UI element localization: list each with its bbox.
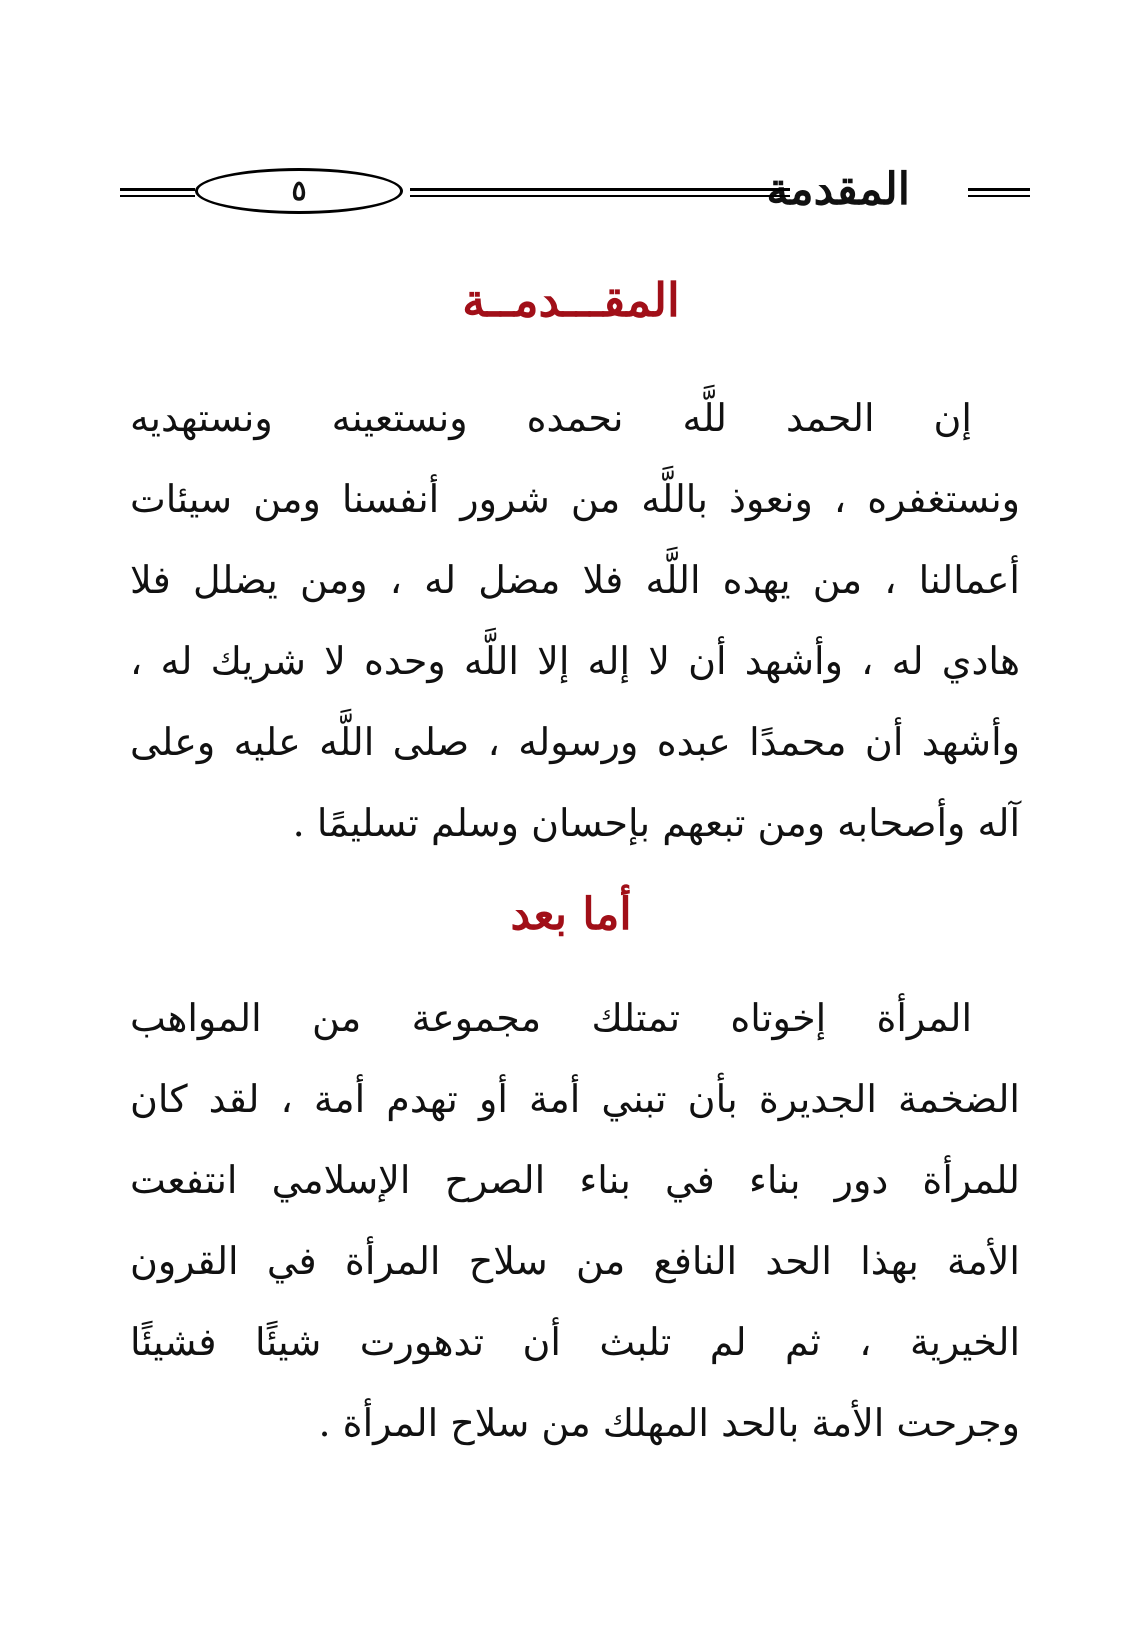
section-heading: أما بعد: [510, 889, 632, 940]
paragraph-line: إن الحمد للَّه نحمده ونستعينه ونستهديه: [130, 396, 972, 440]
paragraph-line: ونستغفره ، ونعوذ باللَّه من شرور أنفسنا ومن سيئات: [130, 477, 1020, 521]
paragraph-line: أعمالنا ، من يهده اللَّه فلا مضل له ، ومن يضلل فلا: [130, 558, 1020, 602]
header-rule-left: [120, 188, 195, 197]
paragraph-line: وأشهد أن محمدًا عبده ورسوله ، صلى اللَّه عليه وعلى: [130, 720, 1020, 764]
paragraph-line: هادي له ، وأشهد أن لا إله إلا اللَّه وحده لا شريك له ،: [130, 639, 1020, 683]
intro-paragraph: [130, 378, 1020, 864]
header-rule-right: [968, 188, 1030, 197]
paragraph-line: للمرأة دور بناء في بناء الصرح الإسلامي انتفعت: [130, 1158, 1020, 1202]
header-rule-middle: [410, 188, 790, 197]
running-header: [120, 150, 1030, 230]
paragraph-line: الضخمة الجديرة بأن تبني أمة أو تهدم أمة ، لقد كان: [130, 1077, 1020, 1121]
chapter-title: المقـــدمــة: [462, 273, 680, 327]
running-title: المقدمة: [766, 164, 910, 215]
paragraph-line: الخيرية ، ثم لم تلبث أن تدهورت شيئًا فشيئًا: [130, 1320, 1020, 1364]
paragraph-line: المرأة إخوتاه تمتلك مجموعة من المواهب: [130, 996, 972, 1040]
paragraph-line: الأمة بهذا الحد النافع من سلاح المرأة في القرون: [130, 1239, 1020, 1283]
main-paragraph: [130, 978, 1020, 1464]
paragraph-line: وجرحت الأمة بالحد المهلك من سلاح المرأة .: [318, 1401, 1020, 1445]
page-number: ٥: [195, 168, 403, 214]
paragraph-line: آله وأصحابه ومن تبعهم بإحسان وسلم تسليمًا .: [292, 801, 1020, 845]
